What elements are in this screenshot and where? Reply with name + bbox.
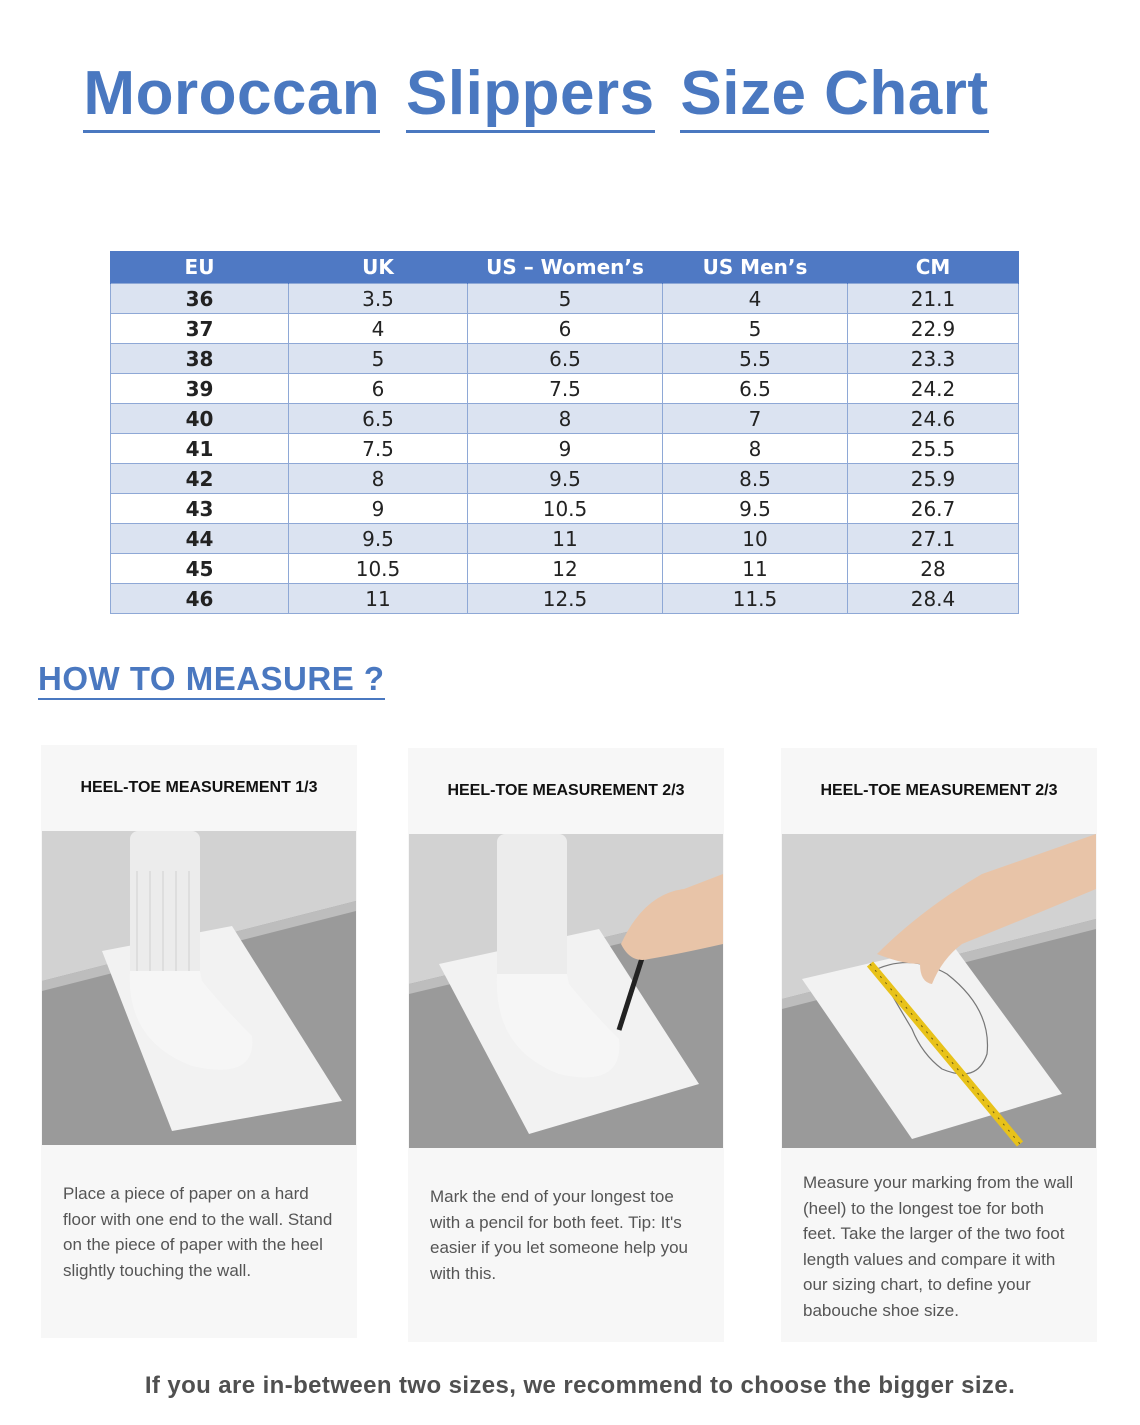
cell-us-women: 12.5	[468, 584, 663, 614]
cell-eu: 36	[111, 284, 289, 314]
header-cm: CM	[848, 251, 1019, 284]
cell-us-women: 7.5	[468, 374, 663, 404]
cell-eu: 39	[111, 374, 289, 404]
cell-uk: 4	[289, 314, 468, 344]
cell-uk: 6.5	[289, 404, 468, 434]
cell-us-women: 12	[468, 554, 663, 584]
cell-us-men: 8.5	[663, 464, 848, 494]
table-row	[111, 434, 1019, 464]
cell-us-women: 6.5	[468, 344, 663, 374]
cell-uk: 3.5	[289, 284, 468, 314]
step-title-2: HEEL-TOE MEASUREMENT 2/3	[408, 748, 724, 834]
header-eu: EU	[111, 251, 289, 284]
table-row	[111, 314, 1019, 344]
cell-eu: 46	[111, 584, 289, 614]
cell-cm: 21.1	[848, 284, 1019, 314]
cell-us-men: 6.5	[663, 374, 848, 404]
title-word-2: Slippers	[406, 58, 655, 133]
size-chart-table	[110, 251, 1019, 614]
cell-eu: 42	[111, 464, 289, 494]
pencil-mark-image	[409, 834, 723, 1148]
size-recommendation-note: If you are in-between two sizes, we recommend to choose the bigger size.	[144, 1372, 1016, 1399]
foot-on-paper-image	[42, 831, 356, 1145]
table-row	[111, 554, 1019, 584]
cell-uk: 5	[289, 344, 468, 374]
header-us-women: US – Women’s	[468, 251, 663, 284]
cell-uk: 7.5	[289, 434, 468, 464]
cell-us-men: 4	[663, 284, 848, 314]
step-text-2: Mark the end of your longest toe with a pencil for both feet. Tip: It's easier if you let someone help you with this.	[430, 1187, 688, 1283]
page-title	[0, 58, 1072, 133]
table-row	[111, 284, 1019, 314]
table-row	[111, 404, 1019, 434]
cell-uk: 11	[289, 584, 468, 614]
cell-eu: 43	[111, 494, 289, 524]
cell-us-men: 8	[663, 434, 848, 464]
cell-cm: 24.2	[848, 374, 1019, 404]
cell-us-men: 5	[663, 314, 848, 344]
step-title-1: HEEL-TOE MEASUREMENT 1/3	[41, 745, 357, 831]
cell-us-women: 9.5	[468, 464, 663, 494]
cell-eu: 40	[111, 404, 289, 434]
table-header-row	[111, 251, 1019, 284]
cell-uk: 9	[289, 494, 468, 524]
cell-us-women: 6	[468, 314, 663, 344]
cell-us-men: 9.5	[663, 494, 848, 524]
cell-eu: 37	[111, 314, 289, 344]
cell-eu: 41	[111, 434, 289, 464]
cell-uk: 6	[289, 374, 468, 404]
cell-cm: 24.6	[848, 404, 1019, 434]
title-word-3: Size Chart	[680, 58, 988, 133]
cell-us-women: 9	[468, 434, 663, 464]
cell-us-women: 10.5	[468, 494, 663, 524]
cell-uk: 10.5	[289, 554, 468, 584]
table-row	[111, 524, 1019, 554]
cell-cm: 28	[848, 554, 1019, 584]
table-row	[111, 344, 1019, 374]
cell-cm: 27.1	[848, 524, 1019, 554]
cell-uk: 9.5	[289, 524, 468, 554]
title-word-1: Moroccan	[83, 58, 380, 133]
cell-us-men: 10	[663, 524, 848, 554]
step-text-3: Measure your marking from the wall (heel) to the longest toe for both feet. Take the larger of the two foot length values and compare it with our sizing chart, to define your babouche shoe size.	[803, 1173, 1074, 1320]
cell-uk: 8	[289, 464, 468, 494]
step-card-1	[41, 745, 357, 1338]
cell-us-women: 5	[468, 284, 663, 314]
cell-us-men: 7	[663, 404, 848, 434]
cell-cm: 28.4	[848, 584, 1019, 614]
step-text-1: Place a piece of paper on a hard floor with one end to the wall. Stand on the piece of paper with the heel slightly touching the wall.	[63, 1184, 333, 1280]
cell-eu: 44	[111, 524, 289, 554]
cell-us-women: 11	[468, 524, 663, 554]
tape-measure-image	[782, 834, 1096, 1148]
header-us-men: US Men’s	[663, 251, 848, 284]
table-row	[111, 464, 1019, 494]
header-uk: UK	[289, 251, 468, 284]
cell-eu: 38	[111, 344, 289, 374]
table-row	[111, 494, 1019, 524]
table-row	[111, 584, 1019, 614]
how-to-measure-heading: HOW TO MEASURE ?	[38, 660, 385, 700]
cell-us-men: 11	[663, 554, 848, 584]
cell-us-men: 11.5	[663, 584, 848, 614]
cell-eu: 45	[111, 554, 289, 584]
cell-us-men: 5.5	[663, 344, 848, 374]
cell-cm: 26.7	[848, 494, 1019, 524]
table-row	[111, 374, 1019, 404]
step-card-2	[408, 748, 724, 1342]
cell-cm: 25.5	[848, 434, 1019, 464]
step-title-3: HEEL-TOE MEASUREMENT 2/3	[781, 748, 1097, 834]
cell-cm: 25.9	[848, 464, 1019, 494]
cell-cm: 22.9	[848, 314, 1019, 344]
cell-cm: 23.3	[848, 344, 1019, 374]
cell-us-women: 8	[468, 404, 663, 434]
step-card-3	[781, 748, 1097, 1342]
